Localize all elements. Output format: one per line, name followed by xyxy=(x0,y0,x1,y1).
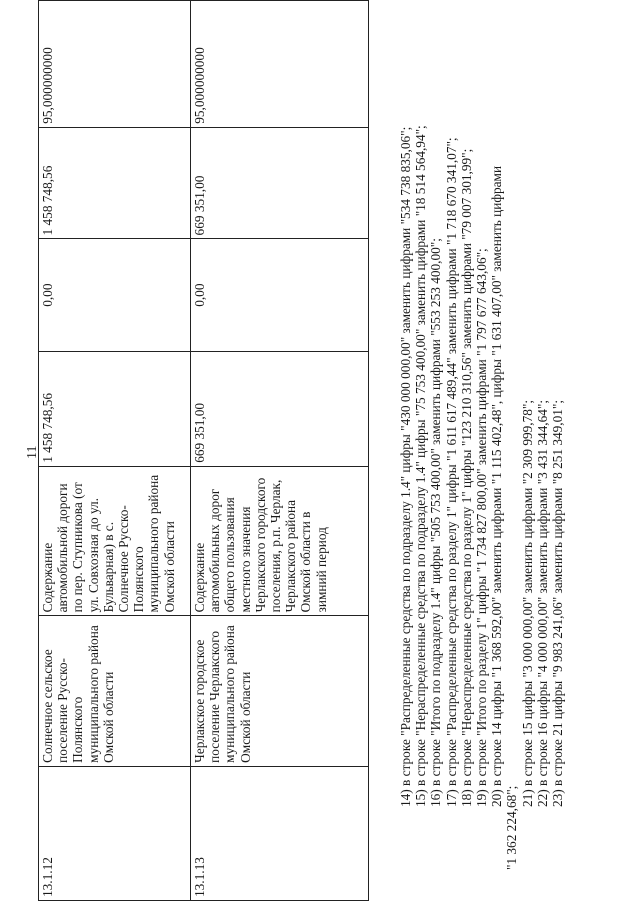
list-item: 22) в строке 16 цифры "4 000 000,00" заменить цифрами "3 431 344,64"; xyxy=(534,399,550,807)
recipient-cell: Солнечное сельское поселение Русско-Полянского муниципального района Омской области xyxy=(39,616,191,766)
list-item: 16) в строке "Итого по подразделу 1.4" цифры "505 753 400,00" заменить цифрами "553 253 400,00"; xyxy=(428,238,444,807)
list-item: 21) в строке 15 цифры "3 000 000,00" заменить цифрами "2 309 999,78"; xyxy=(519,399,535,807)
amount-cell: 1 458 748,56 xyxy=(39,127,191,239)
percent-cell: 95,000000000 xyxy=(39,1,191,128)
amount-zero-cell: 0,00 xyxy=(39,239,191,351)
amendment-list xyxy=(398,20,565,870)
description-cell: Содержание автомобильной дороги по пер. Ступникова (от ул. Совхозная до ул. Бульварная) в с. Солнечное Русско-Полянского муниципального района Омской области xyxy=(39,466,191,616)
row-code: 13.1.12 xyxy=(39,766,191,900)
amount-zero-cell: 0,00 xyxy=(191,239,369,351)
description-cell: Содержание автомобильных дорог общего пользования местного значения Черлакского городского поселения, р.п. Черлак, Черлакского района Омской области в зимний период xyxy=(191,466,369,616)
list-item-continuation: "1 362 224,68"; xyxy=(504,785,520,870)
recipient-cell: Черлакское городское поселение Черлакского муниципального района Омской области xyxy=(191,616,369,766)
amount-total-cell: 1 458 748,56 xyxy=(39,351,191,466)
list-item: 14) в строке "Распределенные средства по подразделу 1.4" цифры "430 000 000,00" заменить цифрами "534 738 835,06"; xyxy=(398,126,413,807)
allocation-table xyxy=(38,0,369,901)
table-row xyxy=(39,1,191,901)
amount-total-cell: 669 351,00 xyxy=(191,351,369,466)
list-item: 20) в строке 14 цифры "1 368 592,00" заменить цифрами "1 115 402,48", цифры "1 631 407,00" заменить цифрами xyxy=(489,165,505,807)
list-item: 18) в строке "Нераспределенные средства по разделу 1" цифры "123 210 310,56" заменить цифрами "79 007 301,99"; xyxy=(458,148,474,807)
percent-cell: 95,000000000 xyxy=(191,1,369,128)
list-item: 19) в строке "Итого по разделу 1" цифры "1 734 827 800,00" заменить цифрами "1 797 677 643,06"; xyxy=(474,248,490,807)
amount-cell: 669 351,00 xyxy=(191,127,369,239)
list-item: 17) в строке "Распределенные средства по разделу 1" цифры "1 611 617 489,44" заменить цифрами "1 718 670 341,07"; xyxy=(443,137,459,807)
table-row xyxy=(191,1,369,901)
row-code: 13.1.13 xyxy=(191,766,369,900)
list-item: 15) в строке "Нераспределенные средства по подразделу 1.4" цифры "75 753 400,00" заменить цифрами "18 514 564,94"; xyxy=(413,125,429,807)
list-item: 23) в строке 21 цифры "9 983 241,06" заменить цифрами "8 251 349,01"; xyxy=(550,399,566,807)
page-number: 11 xyxy=(25,445,40,459)
